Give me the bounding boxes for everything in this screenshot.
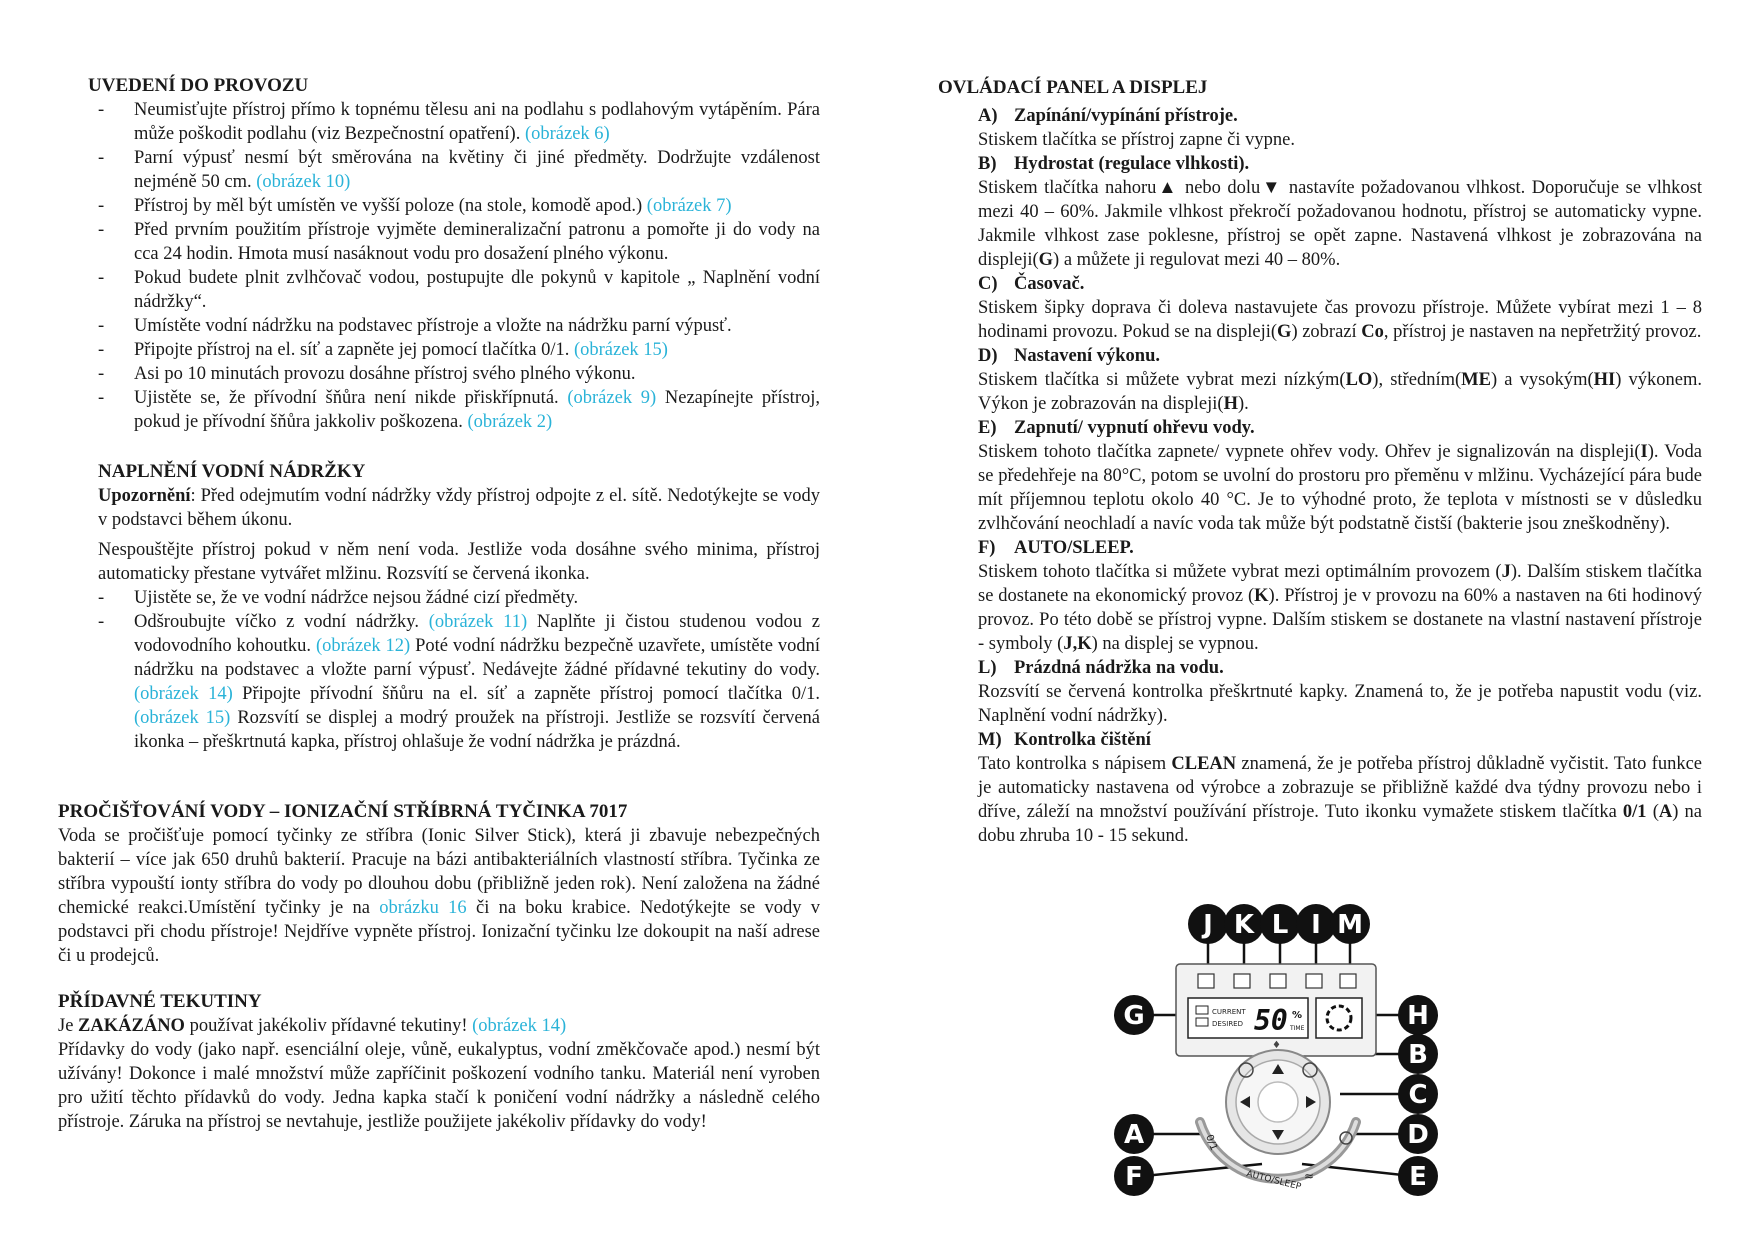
ring-label-autosleep: AUTO/SLEEP xyxy=(1245,1169,1302,1193)
lcd-desired-label: DESIRED xyxy=(1212,1020,1243,1028)
ring-label-01: 0/1 xyxy=(1203,1133,1220,1153)
list-item: - Odšroubujte víčko z vodní nádržky. (obrázek 11) Naplňte ji čistou studenou vodou z vodovodního kohoutku. (obrázek 12) Poté vodní nádržku bezpečně uzavřete, umístěte vodní nádržku na podstavec a vložte parní výpusť. Nedávejte žádné přídavné tekutiny do vody. (obrázek 14) Připojte přívodní šňůru na el. síť a zapněte přístroj pomocí tlačítka 0/1. (obrázek 15) Rozsvítí se displej a modrý proužek na přístroji. Jestliže se rozsvítí červená ikonka – přeškrtnutá kapka, přístroj ohlašuje že vodní nádržka je prázdná. xyxy=(58,610,820,754)
uvedeni-list xyxy=(58,98,820,434)
section-title-ovladaci: OVLÁDACÍ PANEL A DISPLEJ xyxy=(938,77,1208,98)
paragraph: Je ZAKÁZÁNO používat jakékoliv přídavné tekutiny! (obrázek 14) xyxy=(58,1016,567,1036)
figure-ref: (obrázek 9) xyxy=(567,388,657,408)
label-m: M xyxy=(1337,910,1363,940)
lcd-current-label: CURRENT xyxy=(1212,1008,1246,1016)
control-m-body: Tato kontrolka s nápisem CLEAN znamená, že je potřeba přístroj důkladně vyčistit. Tato funkce je automaticky nastavena od výrobce a zobrazuje se přibližně každé dva týdny provozu nebo i dříve, záleží na množství používání přístroje. Tuto ikonku vymažete stiskem tlačítka 0/1 (A) na dobu zhruba 10 - 15 sekund. xyxy=(978,754,1703,846)
list-item: - Připojte přístroj na el. síť a zapněte jej pomocí tlačítka 0/1. (obrázek 15) xyxy=(58,338,820,362)
section-title-pridavne: PŘÍDAVNÉ TEKUTINY xyxy=(58,991,262,1012)
label-g: G xyxy=(1123,1001,1145,1031)
top-label-circles xyxy=(1188,904,1370,944)
label-h: H xyxy=(1407,1001,1429,1031)
control-e-title: E) Zapnutí/ vypnutí ohřevu vody. xyxy=(978,418,1255,438)
label-i: I xyxy=(1311,910,1321,940)
label-c: C xyxy=(1408,1080,1428,1110)
control-d-title: D) Nastavení výkonu. xyxy=(978,346,1160,366)
label-f: F xyxy=(1125,1162,1143,1192)
label-d: D xyxy=(1407,1120,1429,1150)
control-f-body: Stiskem tohoto tlačítka si můžete vybrat mezi optimálním provozem (J). Dalším stiskem tlačítka se dostanete na ekonomický provoz (K). Přístroj je v provozu na 60% a nastaven na 6ti hodinový provoz. Po této době se přístroj vypne. Dalším stiskem se dostanete na vlastní nastavení přístroje - symboly (J,K) na displej se vypnou. xyxy=(978,562,1702,654)
list-item: - Neumisťujte přístroj přímo k topnému tělesu ani na podlahu s podlahovým vytápěním. Pára může poškodit podlahu (viz Bezpečnostní opatření). (obrázek 6) xyxy=(58,98,820,146)
control-panel-diagram xyxy=(1112,902,1442,1206)
naplneni-list xyxy=(58,586,820,754)
control-c-title: C) Časovač. xyxy=(978,274,1085,294)
list-item: - Před prvním použitím přístroje vyjměte demineralizační patronu a pomořte ji do vody na cca 24 hodin. Hmota musí nasáknout vodu pro dosažení plného výkonu. xyxy=(58,218,820,266)
heat-icon: ≈ xyxy=(1304,1169,1315,1183)
control-f-title: F) AUTO/SLEEP. xyxy=(978,538,1134,558)
control-e-body: Stiskem tohoto tlačítka zapnete/ vypnete ohřev vody. Ohřev je signalizován na displeji(I). Voda se předehřeje na 80°C, potom se uvolní do prostoru pro přeměnu v mlžinu. Vycházející pára bude mít příjemnou teplotu okolo 40 °C. Je to výhodné proto, že teplota v místnosti se v důsledku zvlhčování neochladí a navíc voda tak může být podstatně čistší (bakterie jsou zneškodněny). xyxy=(978,442,1702,534)
label-e: E xyxy=(1409,1162,1427,1192)
control-b-body: Stiskem tlačítka nahoru▲ nebo dolu▼ nastavíte požadovanou vlhkost. Doporučuje se vlhkost mezi 40 – 60%. Jakmile vlhkost překročí požadovanou hodnotu, přístroj se automaticky vypne. Jakmile vlhkost zase poklesne, přístroj se opět zapne. Nastavená vlhkost je zobrazována na displeji(G) a můžete ji regulovat mezi 40 – 80%. xyxy=(978,178,1702,270)
label-b: B xyxy=(1408,1040,1428,1070)
control-a-title: A) Zapínání/vypínání přístroje. xyxy=(978,106,1238,126)
list-item: - Umístěte vodní nádržku na podstavec přístroje a vložte na nádržku parní výpusť. xyxy=(58,314,820,338)
left-label-circles xyxy=(1114,995,1154,1196)
figure-ref: (obrázek 2) xyxy=(467,412,553,432)
right-label-circles xyxy=(1398,995,1438,1196)
section-title-naplneni: NAPLNĚNÍ VODNÍ NÁDRŽKY xyxy=(98,461,366,482)
control-d-body: Stiskem tlačítka si můžete vybrat mezi nízkým(LO), středním(ME) a vysokým(HI) výkonem. Výkon je zobrazován na displeji(H). xyxy=(978,370,1703,414)
list-item: - Ujistěte se, že přívodní šňůra není nikde přiskřípnutá. (obrázek 9) Nezapínejte přístroj, pokud je přívodní šňůra jakkoliv poškozena. (obrázek 2) xyxy=(58,386,820,434)
controls-list xyxy=(938,104,1702,848)
figure-ref: (obrázek 10) xyxy=(256,172,351,192)
figure-ref: (obrázek 15) xyxy=(573,340,668,360)
control-c-body: Stiskem šipky doprava či doleva nastavujete čas provozu přístroje. Můžete vybírat mezi 1 – 8 hodinami provozu. Pokud se na displeji(G) zobrazí Co, přístroj je nastaven na nepřetržitý provoz. xyxy=(978,298,1702,342)
paragraph: Přídavky do vody (jako např. esenciální oleje, vůně, eukalyptus, vodní změkčovače apod.) nesmí být užívány! Dokonce i malé množství může zapříčinit poškození vodního tanku. Materiál není vyroben pro užití těchto přídavků do vody. Jedna kapka stačí k poničení vodní nádržky a následně celého přístroje. Záruka na přístroj se nevtahuje, jestliže použijete jakékoliv přídavky do vody! xyxy=(58,1040,820,1132)
figure-ref: (obrázek 7) xyxy=(646,196,732,216)
list-item: - Parní výpusť nesmí být směrována na květiny či jiné předměty. Dodržujte vzdálenost nejméně 50 cm. (obrázek 10) xyxy=(58,146,820,194)
lcd-time: TIME xyxy=(1290,1025,1305,1032)
list-item: - Pokud budete plnit zvlhčovač vodou, postupujte dle pokynů v kapitole „ Naplnění vodní nádržky“. xyxy=(58,266,820,314)
label-a: A xyxy=(1123,1120,1145,1150)
label-j: J xyxy=(1203,910,1213,940)
list-item: - Ujistěte se, že ve vodní nádržce nejsou žádné cizí předměty. xyxy=(58,586,820,610)
control-m-title: M) Kontrolka čištění xyxy=(978,730,1151,750)
label-l: L xyxy=(1271,910,1289,940)
list-item: - Asi po 10 minutách provozu dosáhne přístroj svého plného výkonu. xyxy=(58,362,820,386)
warning-paragraph: Upozornění: Před odejmutím vodní nádržky vždy přístroj odpojte z el. sítě. Nedotýkejte se vody v podstavci během úkonu. xyxy=(98,486,820,530)
control-panel-illustration xyxy=(1112,902,1442,1206)
list-item: - Přístroj by měl být umístěn ve vyšší poloze (na stole, komodě apod.) (obrázek 7) xyxy=(58,194,820,218)
section-title-procistovani: PROČIŠŤOVÁNÍ VODY – IONIZAČNÍ STŘÍBRNÁ TYČINKA 7017 xyxy=(58,801,628,822)
mist-icon: ♦ xyxy=(1272,1040,1281,1051)
lcd-value: 50 xyxy=(1254,1004,1288,1037)
label-k: K xyxy=(1233,910,1255,940)
section-title-uvedeni: UVEDENÍ DO PROVOZU xyxy=(88,75,309,96)
paragraph: Nespouštějte přístroj pokud v něm není voda. Jestliže voda dosáhne svého minima, přístroj automaticky přestane vytvářet mlžinu. Rozsvítí se červená ikonka. xyxy=(98,540,820,584)
paragraph: Voda se pročišťuje pomocí tyčinky ze stříbra (Ionic Silver Stick), která ji zbavuje nebezpečných bakterií – více jak 650 druhů bakterií. Pracuje na bázi antibakteriálních vlastností stříbra. Tyčinka ze stříbra vypouští ionty stříbra do vody po dlouhou dobu (přibližně jeden rok). Není založena na žádné chemické reakci.Umístění tyčinky je na obrázku 16 či na boku krabice. Nedotýkejte se vody v podstavci při chodu přístroje! Nejdříve vypněte přístroj. Ionizační tyčinku lze dokoupit na naší adrese či u prodejců. xyxy=(58,826,820,966)
control-l-title: L) Prázdná nádržka na vodu. xyxy=(978,658,1224,678)
lcd-percent: % xyxy=(1292,1010,1303,1021)
figure-ref: (obrázek 6) xyxy=(524,124,610,144)
control-b-title: B) Hydrostat (regulace vlhkosti). xyxy=(978,154,1250,174)
control-a-body: Stiskem tlačítka se přístroj zapne či vypne. xyxy=(978,130,1295,150)
control-l-body: Rozsvítí se červená kontrolka přeškrtnuté kapky. Znamená to, že je potřeba napustit vodu (viz. Naplnění vodní nádržky). xyxy=(978,682,1702,726)
